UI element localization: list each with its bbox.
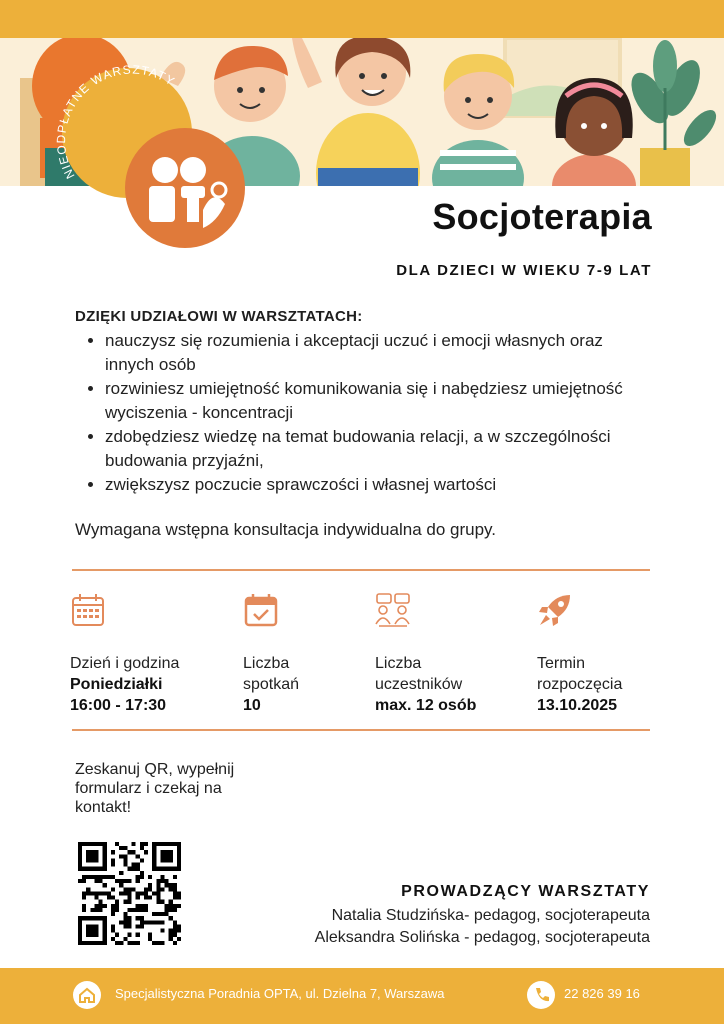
info-start-date xyxy=(537,592,622,716)
info-value: 10 xyxy=(243,697,261,714)
list-item: • zdobędziesz wiedzę na temat budowania relacji, a w szczególności budowania przyjaźni, xyxy=(105,425,655,473)
qr-code[interactable] xyxy=(78,842,181,945)
info-label-line: Liczba xyxy=(243,655,290,672)
home-icon xyxy=(73,981,101,1009)
info-day-time xyxy=(70,592,179,716)
leader-name: Natalia Studzińska- pedagog, socjoterapeuta xyxy=(331,907,650,924)
info-label: Dzień i godzina xyxy=(70,655,180,672)
benefits-heading: DZIĘKI UDZIAŁOWI W WARSZTATACH: xyxy=(75,308,363,325)
footer xyxy=(0,968,724,1024)
info-value: 13.10.2025 xyxy=(537,697,618,714)
calendar-icon xyxy=(70,592,106,628)
info-label-line: Liczba xyxy=(375,655,422,672)
badge-text: NIEODPŁATNE WARSZTATY xyxy=(54,62,178,182)
list-item: • nauczysz się rozumienia i akceptacji uczuć i emocji własnych oraz innych osób xyxy=(105,329,655,377)
leader-name: Aleksandra Solińska - pedagog, socjoterapeuta xyxy=(314,929,650,946)
info-value: Poniedziałki xyxy=(70,676,163,693)
info-label-line: uczestników xyxy=(375,676,463,693)
info-label xyxy=(375,653,476,695)
footer-phone: 22 826 39 16 xyxy=(564,986,640,1001)
info-sessions xyxy=(243,592,299,716)
footer-address: Specjalistyczna Poradnia OPTA, ul. Dzielna 7, Warszawa xyxy=(115,986,445,1001)
page-subtitle: DLA DZIECI W WIEKU 7-9 LAT xyxy=(396,262,652,279)
calendar-check-icon xyxy=(243,592,279,628)
info-value: max. 12 osób xyxy=(375,697,477,714)
rocket-icon xyxy=(537,592,573,628)
group-icon xyxy=(375,592,411,628)
consultation-note: Wymagana wstępna konsultacja indywidualna do grupy. xyxy=(75,520,496,539)
leaders-heading: PROWADZĄCY WARSZTATY xyxy=(401,883,650,900)
page-title: Socjoterapia xyxy=(432,196,652,237)
phone-icon xyxy=(527,981,555,1009)
list-item: • rozwiniesz umiejętność komunikowania się i nabędziesz umiejętność wyciszenia - koncentracji xyxy=(105,377,655,425)
benefits-section xyxy=(75,308,655,497)
info-label-line: spotkań xyxy=(243,676,300,693)
list-item: • zwiększysz poczucie sprawczości i własnej wartości xyxy=(105,473,655,497)
leaders-section xyxy=(315,883,650,949)
info-label xyxy=(537,653,622,695)
divider-top xyxy=(72,569,650,571)
info-value: 16:00 - 17:30 xyxy=(70,697,167,714)
divider-bottom xyxy=(72,729,650,731)
info-participants xyxy=(375,592,476,716)
benefits-list xyxy=(75,329,655,497)
logo xyxy=(125,128,245,248)
info-label-line: rozpoczęcia xyxy=(537,676,623,693)
logo-mark-icon xyxy=(125,128,245,248)
info-label xyxy=(243,653,299,695)
qr-instruction: Zeskanuj QR, wypełnij formularz i czekaj na kontakt! xyxy=(75,761,235,816)
info-label-line: Termin xyxy=(537,655,586,672)
top-bar xyxy=(0,0,724,38)
